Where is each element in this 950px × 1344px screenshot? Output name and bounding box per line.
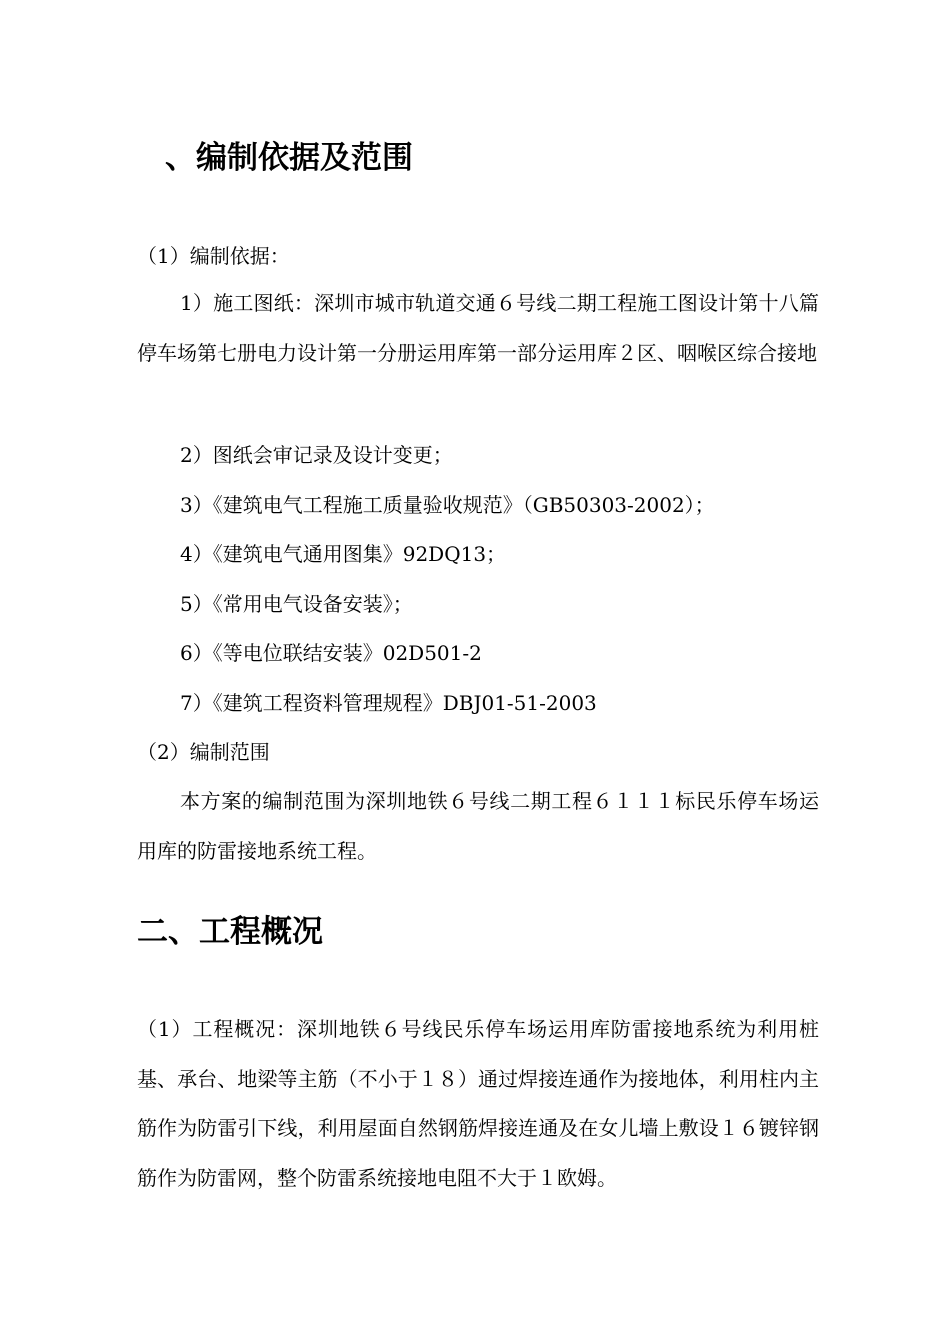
basis-item-2: 2）图纸会审记录及设计变更； bbox=[180, 443, 453, 467]
basis-item-7: 7）《建筑工程资料管理规程》DBJ01-51-2003 bbox=[180, 691, 597, 715]
basis-item-6: 6）《等电位联结安装》02D501-2 bbox=[180, 641, 482, 665]
basis-item-5: 5）《常用电气设备安装》； bbox=[180, 592, 413, 616]
section-2-title: 二、工程概况 bbox=[137, 914, 323, 950]
scope-heading: （2）编制范围 bbox=[137, 740, 270, 764]
basis-item-3: 3）《建筑电气工程施工质量验收规范》（GB50303-2002）； bbox=[180, 493, 715, 517]
basis-heading: （1）编制依据： bbox=[137, 244, 290, 268]
basis-item-1: 1）施工图纸：深圳市城市轨道交通６号线二期工程施工图设计第十八篇停车场第七册电力设计第一分册运用库第一部分运用库２区、咽喉区综合接地 bbox=[137, 291, 819, 365]
scope-text: 本方案的编制范围为深圳地铁６号线二期工程６１１１标民乐停车场运用库的防雷接地系统工程。 bbox=[137, 789, 819, 863]
section-1-title: 、编制依据及范围 bbox=[165, 140, 413, 176]
basis-item-4: 4）《建筑电气通用图集》92DQ13； bbox=[180, 542, 507, 566]
overview-text: （1）工程概况：深圳地铁６号线民乐停车场运用库防雷接地系统为利用桩基、承台、地梁等主筋（不小于１８）通过焊接连通作为接地体，利用柱内主筋作为防雷引下线，利用屋面自然钢筋焊接连通及在女儿墙上敷设１６镀锌钢筋作为防雷网，整个防雷系统接地电阻不大于１欧姆。 bbox=[137, 1017, 819, 1190]
